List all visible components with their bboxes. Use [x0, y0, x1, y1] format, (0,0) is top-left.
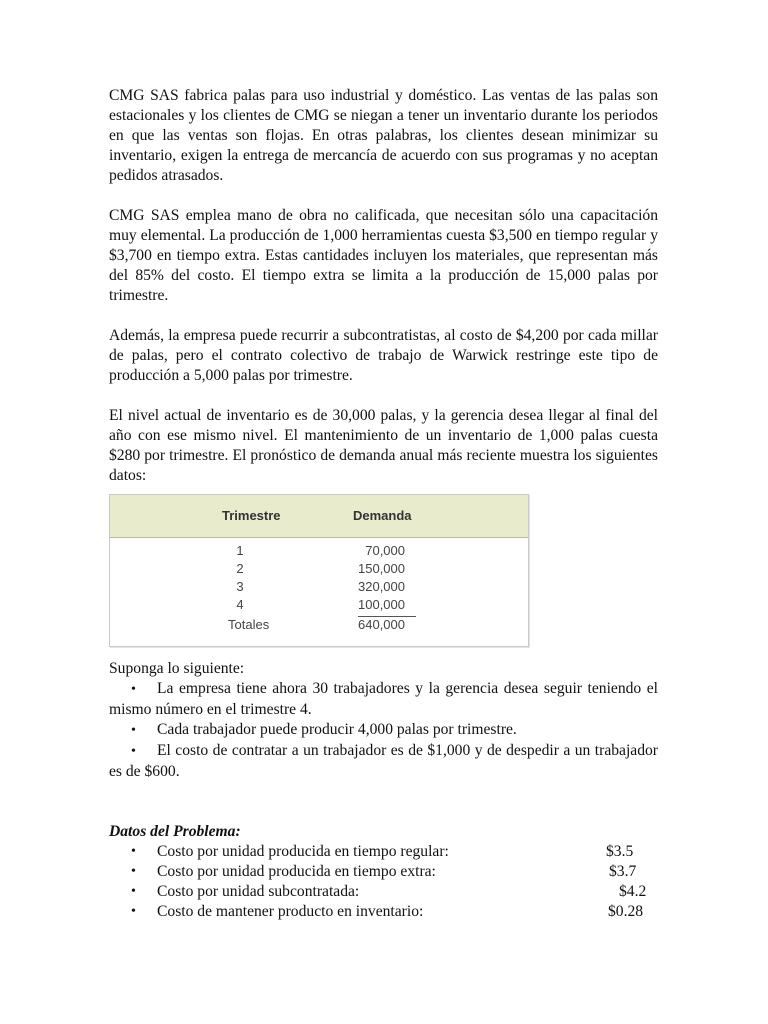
paragraph-labor-costs: CMG SAS emplea mano de obra no calificada, que necesitan sólo una capacitación muy elemental. La producción de 1,000 herramientas cuesta $3,500 en tiempo regular y $3,700 en tiempo extra. Estas cantidades incluyen los materiales, que representan más del 85% del costo. El tiempo extra se limita a la producción de 15,000 palas por trimestre.	[109, 207, 658, 304]
bullet-icon: •	[131, 844, 136, 859]
dato-label: Costo por unidad producida en tiempo regular:	[157, 843, 449, 860]
paragraph-subcontract: Además, la empresa puede recurrir a subcontratistas, al costo de $4,200 por cada millar de palas, pero el contrato colectivo de trabajo de Warwick restringe este tipo de producción a 5,000 palas por trimestre.	[109, 327, 658, 384]
datos-title: Datos del Problema:	[109, 823, 241, 840]
dato-value: $4.2	[619, 883, 647, 900]
cell-trimestre: 1	[236, 543, 244, 558]
cell-total-label: Totales	[228, 617, 270, 632]
bullet-icon: •	[131, 904, 136, 919]
dato-label: Costo por unidad subcontratada:	[157, 883, 360, 900]
bullet-icon: •	[131, 744, 136, 759]
list-item	[109, 720, 658, 741]
cell-trimestre: 3	[236, 579, 244, 594]
paragraph-inventory: El nivel actual de inventario es de 30,000 palas, y la gerencia desea llegar al final del año con ese mismo nivel. El mantenimiento de un inventario de 1,000 palas cuesta $280 por trimestre. El pronóstico de demanda anual más reciente muestra los siguientes datos:	[109, 407, 658, 484]
table-total-row	[110, 617, 528, 635]
cell-trimestre: 4	[236, 597, 244, 612]
demand-table-header	[110, 495, 528, 538]
cell-trimestre: 2	[236, 561, 244, 576]
header-trimestre: Trimestre	[222, 508, 281, 523]
table-row	[110, 561, 528, 579]
bullet-icon: •	[131, 884, 136, 899]
dato-value: $3.7	[609, 863, 637, 880]
list-item	[109, 679, 658, 720]
assumptions-list	[109, 679, 658, 782]
assumption-text: El costo de contratar a un trabajador es de $1,000 y de despedir a un trabajador es de $600.	[109, 742, 658, 780]
demand-table	[109, 494, 529, 647]
document-body	[109, 86, 658, 922]
assumption-text: Cada trabajador puede producir 4,000 palas por trimestre.	[157, 721, 517, 738]
cell-demanda: 70,000	[365, 543, 405, 558]
list-item	[109, 882, 658, 902]
bullet-icon: •	[131, 723, 136, 738]
paragraph-intro: CMG SAS fabrica palas para uso industrial y doméstico. Las ventas de las palas son estacionales y los clientes de CMG se niegan a tener un inventario durante los periodos en que las ventas son flojas. En otras palabras, los clientes desean minimizar su inventario, exigen la entrega de mercancía de acuerdo con sus programas y no aceptan pedidos atrasados.	[109, 87, 658, 184]
bullet-icon: •	[131, 864, 136, 879]
table-row	[110, 597, 528, 615]
assumption-text: La empresa tiene ahora 30 trabajadores y la gerencia desea seguir teniendo el mismo número en el trimestre 4.	[109, 680, 658, 718]
cell-demanda: 150,000	[358, 561, 405, 576]
dato-value: $3.5	[606, 843, 634, 860]
datos-list	[109, 842, 658, 922]
list-item	[109, 842, 658, 862]
header-demanda: Demanda	[353, 508, 412, 523]
dato-value: $0.28	[608, 903, 644, 920]
dato-label: Costo de mantener producto en inventario:	[157, 903, 424, 920]
table-row	[110, 579, 528, 597]
cell-demanda: 320,000	[358, 579, 405, 594]
list-item	[109, 741, 658, 782]
bullet-icon: •	[131, 682, 136, 697]
list-item	[109, 862, 658, 882]
assumptions-title: Suponga lo siguiente:	[109, 660, 245, 677]
dato-label: Costo por unidad producida en tiempo extra:	[157, 863, 436, 880]
list-item	[109, 902, 658, 922]
cell-demanda: 100,000	[358, 597, 405, 612]
cell-total-value: 640,000	[358, 617, 405, 632]
table-row	[110, 543, 528, 561]
